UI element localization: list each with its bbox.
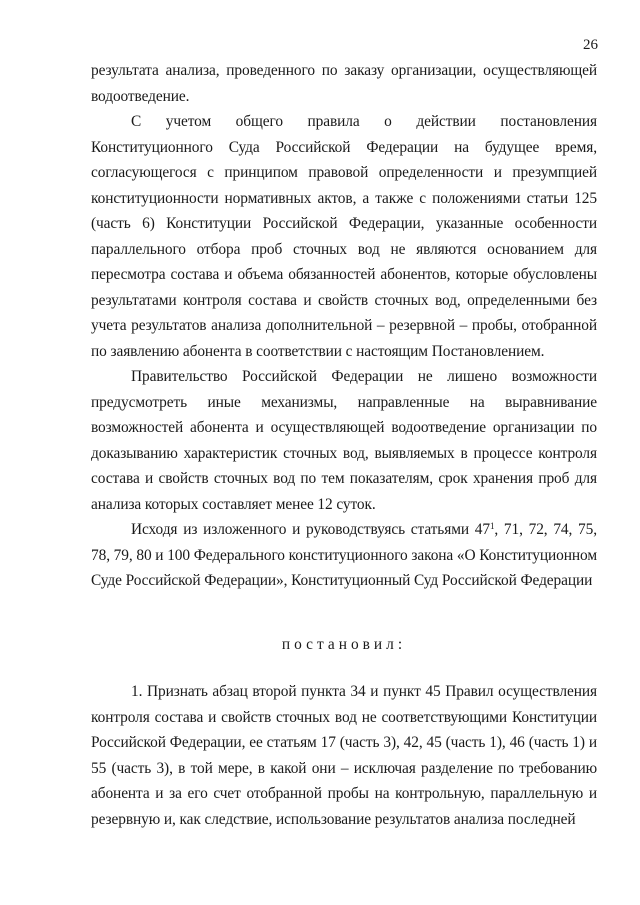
paragraph-ruling-1: 1. Признать абзац второй пункта 34 и пункт 45 Правил осуществления контроля состава и свойств сточных вод не соответствующими Конституции Российской Федерации, ее статьям 17 (часть 3), 42, 45 (часть 1), 46 (часть 1) и 55 (часть 3), в той мере, в какой они – исключая разделение по требованию абонента и за его счет отобранной пробы на контрольную, параллельную и резервную и, как следствие, использование результатов анализа последней — [91, 683, 597, 828]
page-number: 26 — [583, 37, 598, 53]
article-superscript: 1 — [489, 521, 495, 531]
paragraph-government: Правительство Российской Федерации не лишено возможности предусмотреть иные механизмы, направленные на выравнивание возможностей абонента и осуществляющей водоотведение организации по доказыванию характеристик сточных вод, выявляемых в процессе контроля состава и свойств сточных вод по тем показателям, срок хранения проб для анализа которых составляет менее 12 суток. — [91, 368, 597, 513]
paragraph-proceeding-from — [91, 517, 597, 594]
paragraph-continuation: результата анализа, проведенного по заказу организации, осуществляющей водоотведение. — [91, 62, 597, 105]
document-body — [91, 58, 597, 832]
paragraph-general-rule: С учетом общего правила о действии постановления Конституционного Суда Российской Федерации на будущее время, согласующегося с принципом правовой определенности и презумпцией конституционности нормативных актов, а также с положениями статьи 125 (часть 6) Конституции Российской Федерации, указанные особенности параллельного отбора проб сточных вод не являются основанием для пересмотра состава и объема обязанностей абонентов, которые обусловлены результатами контроля состава и свойств сточных вод, определенными без учета результатов анализа дополнительной – резервной – пробы, отобранной по заявлению абонента в соответствии с настоящим Постановлением. — [91, 113, 597, 360]
decree-heading: постановил: — [281, 635, 407, 653]
statutes-text-start: Исходя из изложенного и руководствуясь статьями 47 — [131, 521, 490, 538]
statutes-text-end: , 71, 72, 74, 75, 78, 79, 80 и 100 Федерального конституционного закона «О Конституционном Суде Российской Федерации», Конституционный Суд Российской Федерации — [91, 521, 597, 589]
